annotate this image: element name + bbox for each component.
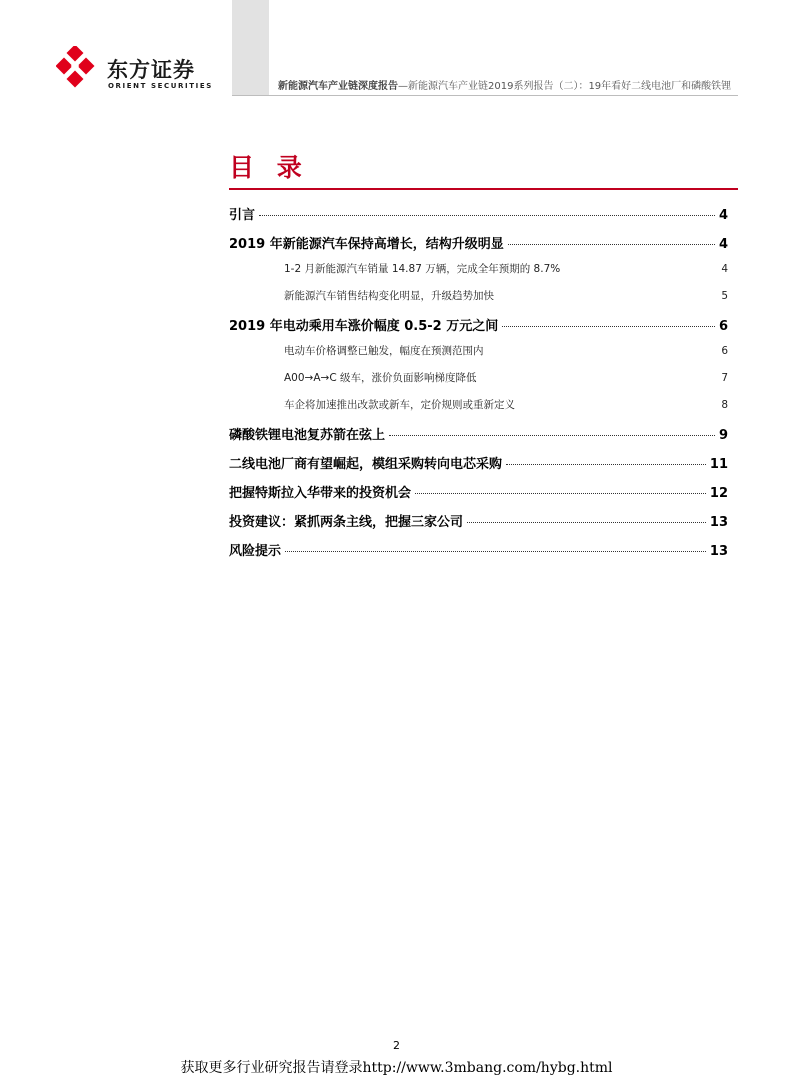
toc-entry-page: 11 bbox=[709, 457, 728, 472]
toc-leader bbox=[285, 551, 706, 552]
toc-entry-label: 引言 bbox=[229, 208, 256, 223]
toc-entry[interactable] bbox=[229, 204, 728, 223]
toc-leader bbox=[259, 215, 715, 216]
toc-subentry[interactable] bbox=[229, 261, 728, 276]
toc-entry-page: 13 bbox=[709, 544, 728, 559]
toc-entry-label: 二线电池厂商有望崛起，模组采购转向电芯采购 bbox=[229, 457, 503, 472]
toc-entry[interactable] bbox=[229, 511, 728, 530]
toc-entry-label: A00→A→C 级车，涨价负面影响梯度降低 bbox=[284, 372, 477, 384]
toc-entry-label: 新能源汽车销售结构变化明显，升级趋势加快 bbox=[284, 290, 494, 302]
toc-entry-page: 6 bbox=[721, 345, 728, 357]
toc-entry-label: 1-2 月新能源汽车销量 14.87 万辆，完成全年预期的 8.7% bbox=[284, 263, 561, 275]
toc-entry[interactable] bbox=[229, 540, 728, 559]
toc-entry[interactable] bbox=[229, 482, 728, 501]
page-number: 2 bbox=[393, 1039, 400, 1052]
toc-entry-page: 8 bbox=[721, 399, 728, 411]
toc-entry-label: 风险提示 bbox=[229, 544, 282, 559]
toc-entry[interactable] bbox=[229, 233, 728, 252]
toc-title: 目 录 bbox=[229, 153, 309, 182]
toc-entry-page: 4 bbox=[718, 208, 728, 223]
toc-entry-page: 6 bbox=[718, 319, 728, 334]
toc-entry-label: 电动车价格调整已触发，幅度在预测范围内 bbox=[284, 345, 484, 357]
toc-entry[interactable] bbox=[229, 453, 728, 472]
toc-entry-label: 磷酸铁锂电池复苏箭在弦上 bbox=[229, 428, 386, 443]
report-title bbox=[278, 80, 738, 106]
toc-entry-label: 投资建议：紧抓两条主线，把握三家公司 bbox=[229, 515, 464, 530]
toc-subentry[interactable] bbox=[229, 288, 728, 303]
toc-title-underline bbox=[229, 188, 738, 190]
report-title-bold: 新能源汽车产业链深度报告 bbox=[278, 81, 398, 92]
toc-entry-label: 把握特斯拉入华带来的投资机会 bbox=[229, 486, 412, 501]
logo-mark-icon bbox=[56, 46, 100, 90]
toc-entry-label: 2019 年电动乘用车涨价幅度 0.5-2 万元之间 bbox=[229, 319, 499, 334]
header-band bbox=[232, 0, 269, 95]
footer-link[interactable]: 获取更多行业研究报告请登录http://www.3mbang.com/hybg.html bbox=[180, 1060, 613, 1076]
toc-leader bbox=[506, 464, 706, 465]
toc-leader bbox=[508, 244, 715, 245]
company-logo bbox=[56, 44, 226, 94]
toc-subentry[interactable] bbox=[229, 370, 728, 385]
header-divider bbox=[232, 95, 738, 96]
toc-entry-page: 12 bbox=[709, 486, 728, 501]
toc-entry-label: 2019 年新能源汽车保持高增长，结构升级明显 bbox=[229, 237, 504, 252]
toc-leader bbox=[467, 522, 706, 523]
toc-entry-page: 7 bbox=[721, 372, 728, 384]
toc-entry-page: 13 bbox=[709, 515, 728, 530]
toc-entry-page: 4 bbox=[721, 263, 728, 275]
toc-leader bbox=[389, 435, 715, 436]
toc-entry-label: 车企将加速推出改款或新车，定价规则或重新定义 bbox=[284, 399, 515, 411]
toc-leader bbox=[502, 326, 715, 327]
logo-name-en: ORIENT SECURITIES bbox=[108, 82, 213, 90]
toc-entry-page: 9 bbox=[718, 428, 728, 443]
toc-subentry[interactable] bbox=[229, 397, 728, 412]
toc-entry[interactable] bbox=[229, 315, 728, 334]
toc-entry-page: 5 bbox=[721, 290, 728, 302]
report-title-rest: —新能源汽车产业链2019系列报告（二）：19年看好二线电池厂和磷酸铁锂 bbox=[398, 81, 732, 92]
toc-subentry[interactable] bbox=[229, 343, 728, 358]
toc-entry-page: 4 bbox=[718, 237, 728, 252]
toc-leader bbox=[415, 493, 706, 494]
toc-entry[interactable] bbox=[229, 424, 728, 443]
logo-name-cn: 东方证券 bbox=[107, 58, 195, 82]
